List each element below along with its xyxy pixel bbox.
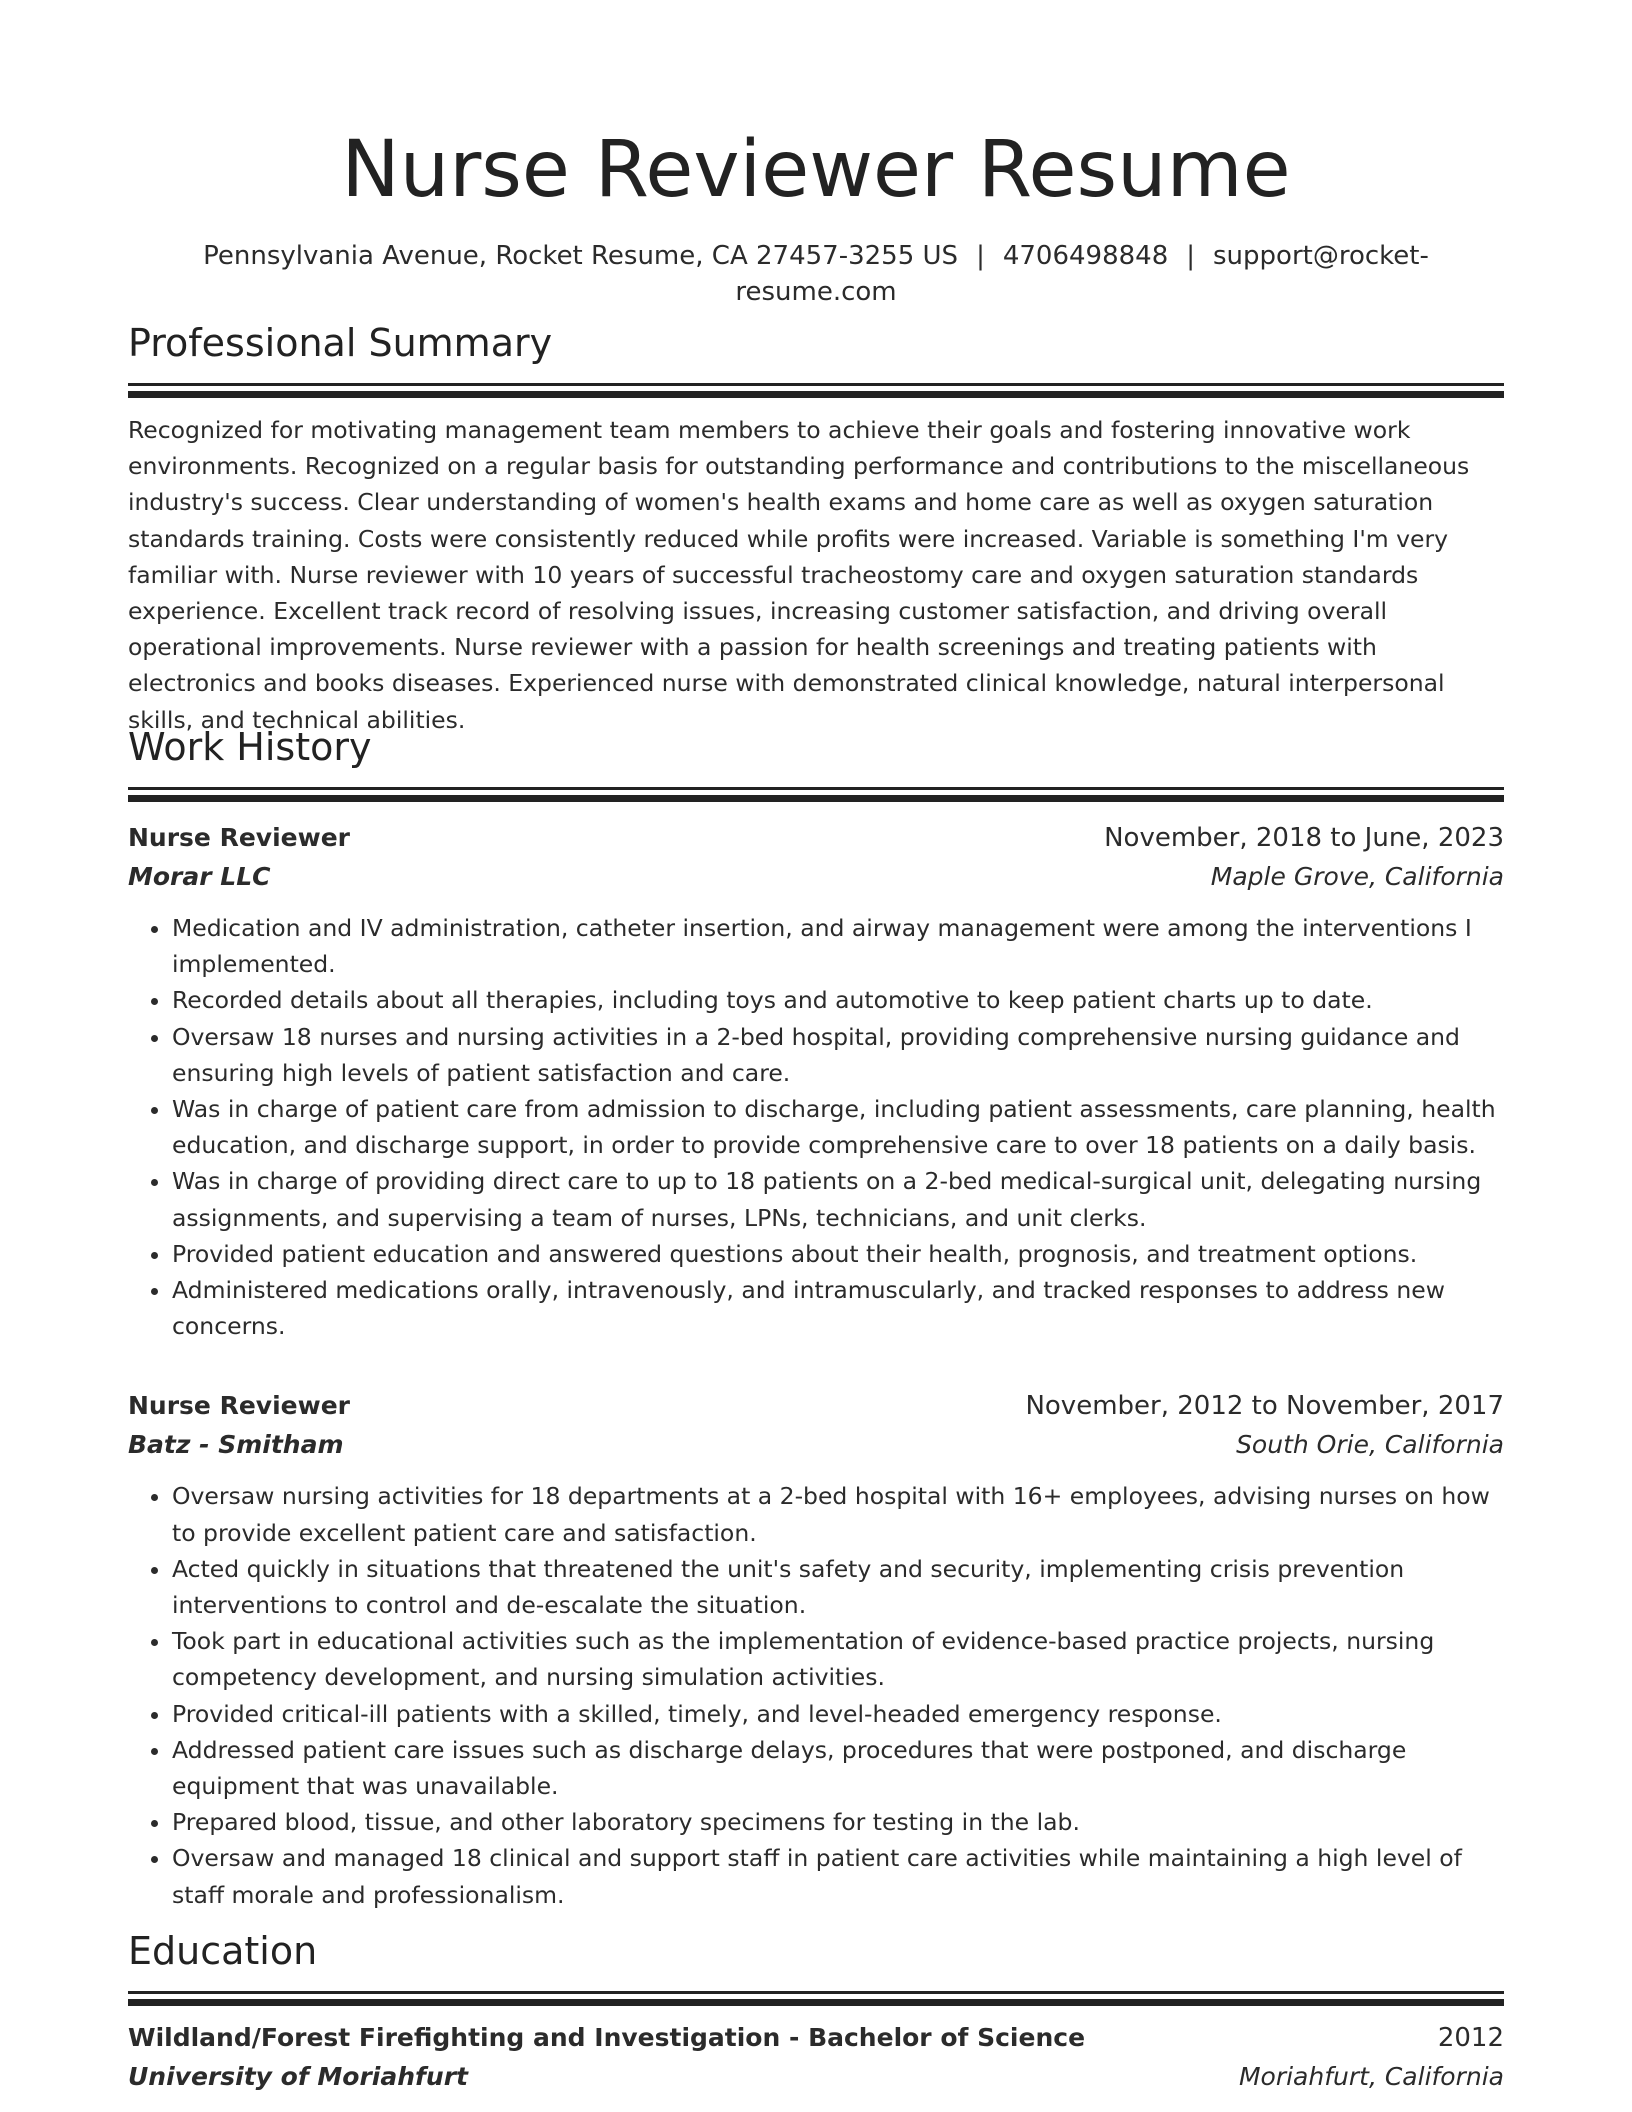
job-bullet: • Medication and IV administration, catheter insertion, and airway management were among the interventions I implemented.: [172, 910, 1504, 982]
education-section: [128, 1926, 1504, 2096]
education-school-row: [128, 2058, 1504, 2096]
job-entry: [128, 1386, 1504, 1912]
job-company: Morar LLC: [128, 862, 271, 891]
job-bullet: • Was in charge of patient care from admission to discharge, including patient assessments, care planning, health education, and discharge support, in order to provide comprehensive care to over 18 patients on a daily basis.: [172, 1091, 1504, 1163]
job-bullet: • Took part in educational activities such as the implementation of evidence-based practice projects, nursing competency development, and nursing simulation activities.: [172, 1623, 1504, 1695]
contact-separator: |: [1186, 241, 1196, 271]
job-location: Maple Grove, California: [1210, 862, 1504, 891]
job-header-row: [128, 818, 1504, 858]
job-title: Nurse Reviewer: [128, 1391, 350, 1421]
summary-section: [128, 318, 1504, 738]
job-bullet: • Oversaw and managed 18 clinical and support staff in patient care activities while maintaining a high level of staff morale and professionalism.: [172, 1840, 1504, 1912]
job-bullet: • Administered medications orally, intravenously, and intramuscularly, and tracked responses to address new concerns.: [172, 1272, 1504, 1344]
education-header-row: [128, 2018, 1504, 2058]
education-year: 2012: [1437, 2023, 1504, 2053]
education-entry: [128, 2018, 1504, 2096]
summary-text: Recognized for motivating management team members to achieve their goals and fostering innovative work environments. Recognized on a regular basis for outstanding performance and contributions to the miscellaneous industry's success. Clear understanding of women's health exams and home care as well as oxygen saturation standards training. Costs were consistently reduced while profits were increased. Variable is something I'm very familiar with. Nurse reviewer with 10 years of successful tracheostomy care and oxygen saturation standards experience. Excellent track record of resolving issues, increasing customer satisfaction, and driving overall operational improvements. Nurse reviewer with a passion for health screenings and treating patients with electronics and books diseases. Experienced nurse with demonstrated clinical knowledge, natural interpersonal skills, and technical abilities.: [128, 416, 1470, 734]
contact-line: [128, 238, 1504, 310]
job-bullet: • Oversaw nursing activities for 18 departments at a 2-bed hospital with 16+ employees, advising nurses on how to provide excellent patient care and satisfaction.: [172, 1478, 1504, 1550]
work-history-heading: Work History: [128, 725, 372, 769]
education-degree: Wildland/Forest Firefighting and Investigation - Bachelor of Science: [128, 2023, 1086, 2052]
job-bullet-list: [128, 1478, 1504, 1912]
contact-phone[interactable]: 4706498848: [1002, 241, 1169, 271]
section-divider: [128, 1991, 1504, 1994]
section-divider-thick: [128, 795, 1504, 802]
resume-title: Nurse Reviewer Resume: [341, 125, 1291, 215]
job-bullet-list: [128, 910, 1504, 1344]
contact-email[interactable]: support@rocket-resume.com: [735, 241, 1429, 307]
job-bullet: • Prepared blood, tissue, and other laboratory specimens for testing in the lab.: [172, 1804, 1504, 1840]
job-header-row: [128, 1386, 1504, 1426]
job-company: Batz - Smitham: [128, 1430, 344, 1460]
job-bullet: • Acted quickly in situations that threatened the unit's safety and security, implementing crisis prevention interventions to control and de-escalate the situation.: [172, 1551, 1504, 1623]
job-title: Nurse Reviewer: [128, 823, 350, 852]
work-history-section: [128, 722, 1504, 1913]
job-company-row: [128, 858, 1504, 896]
job-bullet: • Provided critical-ill patients with a skilled, timely, and level-headed emergency response.: [172, 1696, 1504, 1732]
job-dates: November, 2018 to June, 2023: [1104, 823, 1504, 853]
education-location: Moriahfurt, California: [1238, 2062, 1504, 2091]
job-bullet: • Was in charge of providing direct care to up to 18 patients on a 2-bed medical-surgical unit, delegating nursing assignments, and supervising a team of nurses, LPNs, technicians, and unit clerks.: [172, 1163, 1504, 1235]
section-divider-thick: [128, 391, 1504, 398]
education-school: University of Moriahfurt: [128, 2062, 468, 2091]
contact-separator: |: [976, 241, 985, 271]
job-company-row: [128, 1426, 1504, 1464]
job-bullet: • Provided patient education and answered questions about their health, prognosis, and treatment options.: [172, 1236, 1504, 1272]
job-bullet: • Addressed patient care issues such as discharge delays, procedures that were postponed, and discharge equipment that was unavailable.: [172, 1732, 1504, 1804]
contact-address: Pennsylvania Avenue, Rocket Resume, CA 27457-3255 US: [203, 241, 959, 271]
job-dates: November, 2012 to November, 2017: [1025, 1391, 1504, 1422]
job-bullet: • Recorded details about all therapies, including toys and automotive to keep patient charts up to date.: [172, 982, 1504, 1018]
section-divider: [128, 787, 1504, 790]
section-divider: [128, 383, 1504, 386]
summary-heading: Professional Summary: [128, 321, 553, 365]
job-entry: [128, 818, 1504, 1344]
job-location: South Orie, California: [1236, 1430, 1504, 1460]
section-divider-thick: [128, 1999, 1504, 2006]
job-bullet: • Oversaw 18 nurses and nursing activities in a 2-bed hospital, providing comprehensive nursing guidance and ensuring high levels of patient satisfaction and care.: [172, 1019, 1504, 1091]
education-heading: Education: [128, 1929, 318, 1973]
